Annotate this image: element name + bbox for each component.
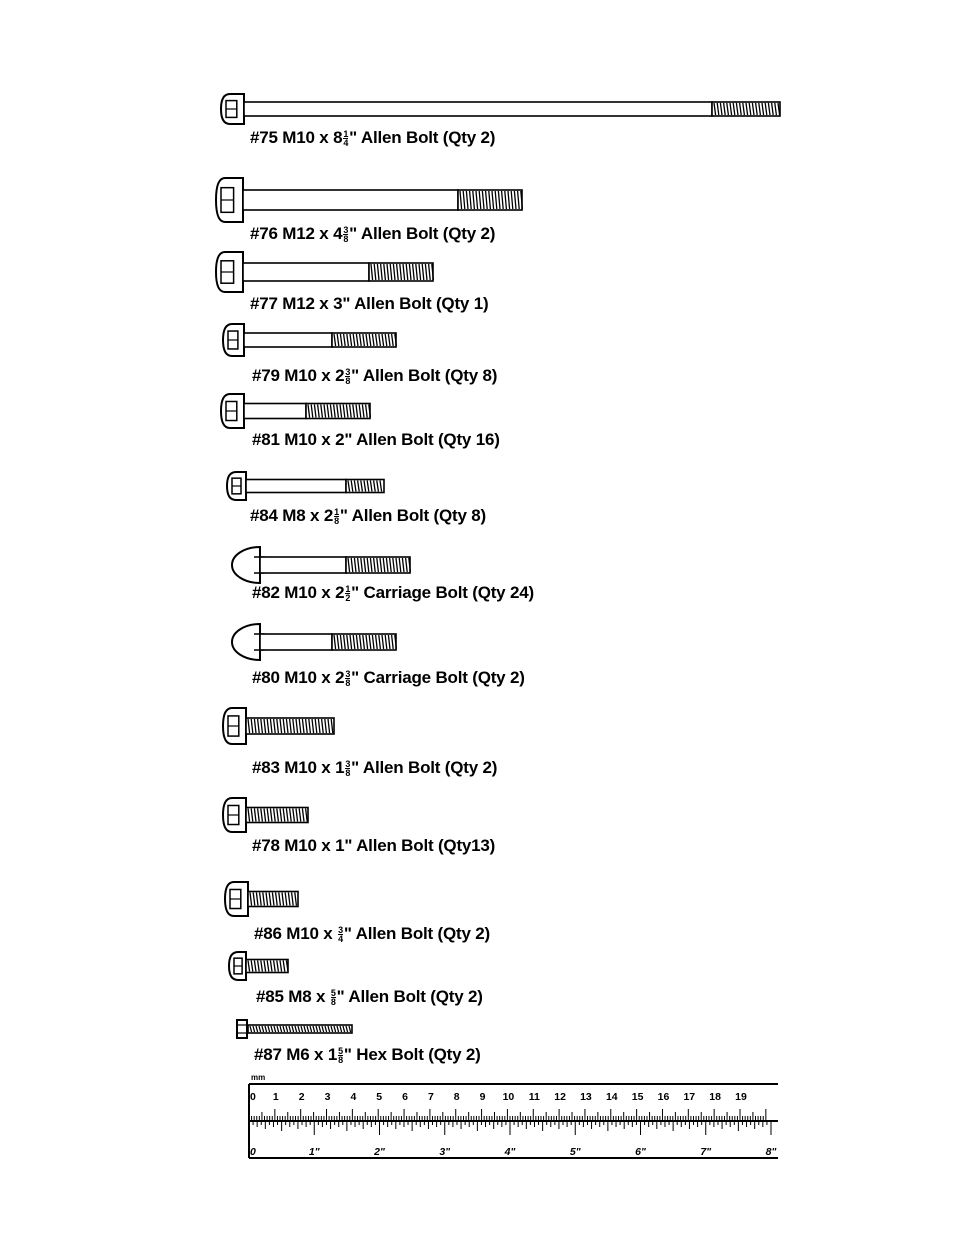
bolt-shank: [243, 263, 369, 281]
part-quantity: (Qty 8): [433, 506, 486, 525]
part-name: Carriage Bolt: [363, 583, 468, 602]
bolt-icon: [230, 622, 416, 662]
part-name: Allen Bolt: [351, 506, 430, 525]
bolt-icon: [236, 1018, 372, 1040]
bolt-icon: [222, 322, 416, 358]
part-size: M10 x 2: [284, 583, 345, 602]
part-number: #84: [250, 506, 278, 525]
ruler-unit-label: mm: [251, 1074, 266, 1082]
bolt-shank: [244, 404, 306, 419]
bolt-icon: [215, 250, 453, 294]
part-fraction: $\frac{1}{2}$: [345, 584, 351, 604]
part-name: Carriage Bolt: [363, 668, 468, 687]
inch-label: 0: [250, 1146, 256, 1158]
part-label: #79 M10 x 2 $\frac{3}{8}$ " Allen Bolt (Qty 8): [252, 366, 498, 387]
measuring-ruler: [243, 1074, 783, 1164]
part-label: #86 M10 x $\frac{3}{4}$ " Allen Bolt (Qty 2): [254, 924, 490, 945]
part-quantity: (Qty 16): [437, 430, 500, 449]
part-name: Allen Bolt: [348, 987, 426, 1006]
part-number: #80: [252, 668, 280, 687]
bolt-shank: [244, 102, 712, 116]
metric-label: 7: [427, 1091, 434, 1103]
metric-label: 11: [528, 1091, 540, 1103]
part-label: #80 M10 x 2 $\frac{3}{8}$ " Carriage Bolt (Qty 2): [252, 668, 525, 689]
part-number: #87: [254, 1045, 282, 1064]
metric-label: 4: [350, 1091, 357, 1103]
bolt-icon: [222, 796, 328, 834]
metric-label: 13: [580, 1091, 592, 1103]
part-quantity: (Qty 2): [428, 1045, 481, 1064]
bolt-shank: [246, 480, 346, 493]
part-quantity: (Qty 1): [435, 294, 489, 313]
metric-label: 19: [735, 1091, 747, 1103]
part-name: Allen Bolt: [356, 836, 434, 855]
part-name: Allen Bolt: [360, 224, 439, 243]
part-name: Hex Bolt: [356, 1045, 424, 1064]
part-size: M8 x 2: [282, 506, 334, 525]
part-size: M10 x 2: [284, 668, 345, 687]
part-size: M10 x 8: [282, 128, 343, 147]
metric-label: 10: [502, 1091, 515, 1103]
part-quantity: (Qty 24): [472, 583, 534, 602]
part-label: #76 M12 x 4 $\frac{3}{8}$ " Allen Bolt (Qty 2): [250, 224, 496, 245]
metric-label: 3: [324, 1091, 331, 1103]
bolt-icon: [226, 470, 404, 502]
part-quantity: (Qty 2): [430, 987, 483, 1006]
bolt-shank: [244, 333, 332, 347]
part-fraction: $\frac{3}{8}$: [345, 669, 351, 689]
part-number: #86: [254, 924, 282, 943]
part-number: #81: [252, 430, 280, 449]
part-label: #75 M10 x 8 $\frac{1}{4}$ " Allen Bolt (Qty 2): [250, 128, 496, 149]
part-quantity: (Qty 2): [442, 224, 496, 243]
part-label: [252, 430, 500, 450]
part-name: Allen Bolt: [354, 294, 432, 313]
metric-label: 14: [605, 1091, 618, 1103]
metric-label: 6: [402, 1091, 408, 1103]
inch-label: 1": [308, 1146, 320, 1158]
inch-label: 5": [569, 1146, 581, 1158]
part-number: #76: [250, 224, 278, 243]
part-name: Allen Bolt: [360, 128, 439, 147]
part-size: M10 x 1": [284, 836, 353, 855]
carriage-head: [232, 547, 260, 583]
metric-label: 5: [376, 1091, 383, 1103]
part-number: #83: [252, 758, 280, 777]
bolt-icon: [228, 950, 308, 982]
part-number: #79: [252, 366, 280, 385]
part-size: M10 x 2: [284, 366, 345, 385]
metric-label: 15: [631, 1091, 644, 1103]
part-name: Allen Bolt: [362, 366, 441, 385]
part-quantity: (Qty 2): [472, 668, 525, 687]
metric-label: 16: [657, 1091, 670, 1103]
part-number: #78: [252, 836, 280, 855]
metric-label: 18: [709, 1091, 721, 1103]
part-label: #83 M10 x 1 $\frac{3}{8}$ " Allen Bolt (Qty 2): [252, 758, 498, 779]
part-fraction: $\frac{5}{8}$: [330, 988, 336, 1008]
part-number: #82: [252, 583, 280, 602]
part-fraction: $\frac{3}{4}$: [338, 925, 343, 945]
part-size: M12 x 4: [282, 224, 343, 243]
part-name: Allen Bolt: [362, 758, 441, 777]
bolt-icon: [230, 545, 430, 585]
metric-label: 1: [272, 1091, 279, 1103]
metric-label: 0: [250, 1091, 256, 1103]
bolt-icon: [220, 92, 800, 126]
metric-label: 17: [683, 1091, 696, 1103]
bolt-icon: [222, 706, 354, 746]
part-name: Allen Bolt: [355, 924, 434, 943]
metric-label: 12: [554, 1091, 566, 1103]
metric-label: 9: [479, 1091, 486, 1103]
part-label: #85 M8 x $\frac{5}{8}$ " Allen Bolt (Qty 2): [256, 987, 483, 1008]
part-label: [250, 294, 488, 314]
inch-label: 2": [374, 1146, 385, 1158]
hex-head: [237, 1020, 247, 1038]
carriage-head: [232, 624, 260, 660]
part-size: M10 x 2": [284, 430, 353, 449]
inch-label: 7": [700, 1146, 712, 1158]
part-fraction: $\frac{1}{8}$: [334, 507, 339, 527]
part-number: #75: [250, 128, 278, 147]
bolt-icon: [224, 880, 318, 918]
metric-label: 2: [298, 1091, 305, 1103]
part-number: #85: [256, 987, 284, 1006]
inch-label: 4": [504, 1146, 516, 1158]
part-fraction: $\frac{3}{8}$: [345, 759, 351, 779]
part-label: #87 M6 x 1 $\frac{5}{8}$ " Hex Bolt (Qty 2): [254, 1045, 481, 1066]
metric-label: 8: [453, 1091, 460, 1103]
bolt-shank: [243, 190, 458, 210]
part-size: M12 x 3": [282, 294, 351, 313]
inch-label: 3": [439, 1146, 451, 1158]
part-size: M10 x: [286, 924, 338, 943]
part-label: #84 M8 x 2 $\frac{1}{8}$ " Allen Bolt (Qty 8): [250, 506, 486, 527]
part-quantity: (Qty 2): [437, 924, 490, 943]
part-fraction: $\frac{1}{4}$: [343, 129, 349, 149]
bolt-icon: [220, 392, 390, 430]
bolt-icon: [215, 176, 542, 224]
part-label: #82 M10 x 2 $\frac{1}{2}$ " Carriage Bolt (Qty 24): [252, 583, 534, 604]
bolt-shank: [260, 557, 346, 573]
part-number: #77: [250, 294, 278, 313]
inch-label: 6": [635, 1146, 646, 1158]
part-size: M10 x 1: [284, 758, 345, 777]
part-quantity: (Qty 8): [444, 366, 498, 385]
part-fraction: $\frac{3}{8}$: [343, 225, 349, 245]
bolt-shank: [260, 634, 332, 650]
part-label: [252, 836, 495, 856]
inch-label: 8": [765, 1146, 777, 1158]
part-size: M6 x 1: [286, 1045, 338, 1064]
part-name: Allen Bolt: [356, 430, 434, 449]
part-size: M8 x: [288, 987, 330, 1006]
part-quantity: (Qty 2): [444, 758, 498, 777]
part-quantity: (Qty 2): [442, 128, 496, 147]
part-fraction: $\frac{3}{8}$: [345, 367, 351, 387]
part-fraction: $\frac{5}{8}$: [338, 1046, 343, 1066]
part-quantity: (Qty13): [437, 836, 496, 855]
